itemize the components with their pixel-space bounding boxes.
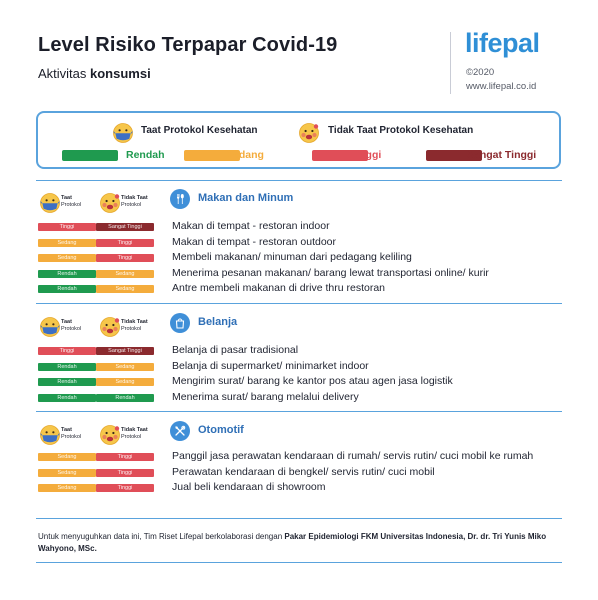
risk-badge-tinggi: Tinggi bbox=[96, 469, 154, 477]
activity-label: Antre membeli makanan di drive thru restoran bbox=[172, 282, 386, 294]
level-label: Tinggi bbox=[350, 149, 382, 161]
masked-face-icon bbox=[39, 424, 61, 446]
masked-face-icon bbox=[39, 192, 61, 214]
face-label-line: Protokol bbox=[121, 201, 142, 208]
risk-badge-tinggi: Tinggi bbox=[96, 239, 154, 247]
face-label-line: Protokol bbox=[61, 201, 82, 208]
activity-label: Membeli makanan/ minuman dari pedagang keliling bbox=[172, 251, 412, 263]
face-label-line: Taat bbox=[61, 319, 72, 325]
risk-badge-sedang: Sedang bbox=[38, 484, 96, 492]
risk-badge-tinggi: Tinggi bbox=[38, 223, 96, 231]
level-label: Sangat Tinggi bbox=[467, 149, 537, 161]
face-label-line: Protokol bbox=[61, 433, 82, 440]
face-label-line: Tidak Taat bbox=[121, 427, 148, 433]
taat-protokol-label bbox=[61, 195, 81, 208]
table-row bbox=[0, 360, 598, 374]
brand-website: www.lifepal.co.id bbox=[466, 81, 537, 92]
footer-bold: Pakar Epidemiologi FKM Universitas Indonesia, Dr. dr. Tri Yunis Miko Wahyono, MSc. bbox=[38, 532, 547, 553]
footer-divider-top bbox=[36, 518, 562, 519]
table-row bbox=[0, 344, 598, 358]
risk-badge-sedang: Sedang bbox=[96, 378, 154, 386]
footer-divider-bottom bbox=[36, 562, 562, 563]
activity-label: Belanja di pasar tradisional bbox=[172, 344, 299, 356]
activity-label: Menerima surat/ barang melalui delivery bbox=[172, 390, 359, 403]
masked-face-icon bbox=[112, 122, 134, 144]
table-row bbox=[0, 375, 598, 389]
face-label-line: Protokol bbox=[121, 433, 142, 440]
taat-protokol-label bbox=[61, 319, 81, 332]
page-subtitle bbox=[38, 66, 151, 81]
activity-label: Jual beli kendaraan di showroom bbox=[172, 481, 326, 493]
risk-badge-rendah: Rendah bbox=[38, 394, 96, 402]
unmasked-face-icon bbox=[99, 316, 121, 338]
activity-label: Makan di tempat - restoran indoor bbox=[172, 220, 330, 232]
table-row bbox=[0, 481, 598, 495]
table-row bbox=[0, 450, 598, 464]
risk-badge-sedang: Sedang bbox=[96, 270, 154, 278]
table-row bbox=[0, 220, 598, 234]
section-title: Belanja bbox=[198, 316, 238, 328]
table-row bbox=[0, 251, 598, 265]
subtitle-bold: konsumsi bbox=[90, 66, 151, 81]
tidak-taat-protokol-label bbox=[121, 195, 148, 208]
level-label: Sedang bbox=[226, 149, 264, 161]
table-row bbox=[0, 391, 598, 405]
risk-badge-sedang: Sedang bbox=[38, 254, 96, 262]
page-title: Level Risiko Terpapar Covid-19 bbox=[38, 34, 338, 56]
section-divider bbox=[36, 303, 562, 304]
shopping-bag-icon bbox=[170, 313, 190, 333]
section-title: Otomotif bbox=[198, 424, 244, 436]
header-divider bbox=[450, 32, 451, 94]
table-row bbox=[0, 466, 598, 480]
unmasked-face-icon bbox=[99, 424, 121, 446]
activity-label: Belanja di supermarket/ minimarket indoor bbox=[172, 359, 369, 372]
section-title: Makan dan Minum bbox=[198, 192, 294, 204]
activity-label: Perawatan kendaraan di bengkel/ servis rutin/ cuci mobil bbox=[172, 465, 435, 478]
subtitle-prefix: Aktivitas bbox=[38, 66, 91, 81]
risk-badge-sedang: Sedang bbox=[38, 239, 96, 247]
level-label: Rendah bbox=[126, 149, 165, 161]
brand-info bbox=[466, 66, 536, 94]
risk-badge-tinggi: Tinggi bbox=[96, 254, 154, 262]
face-label-line: Taat bbox=[61, 427, 72, 433]
face-label-line: Tidak Taat bbox=[121, 319, 148, 325]
tidak-taat-protokol-label bbox=[121, 319, 148, 332]
fork-spoon-icon bbox=[170, 189, 190, 209]
risk-badge-rendah: Rendah bbox=[38, 363, 96, 371]
legend-divider bbox=[36, 180, 562, 181]
brand-logo: lifepal bbox=[465, 28, 540, 58]
risk-badge-sedang: Sedang bbox=[38, 469, 96, 477]
risk-badge-tinggi: Tinggi bbox=[38, 347, 96, 355]
legend-noncompliant-label: Tidak Taat Protokol Kesehatan bbox=[328, 125, 474, 136]
risk-badge-rendah: Rendah bbox=[38, 285, 96, 293]
risk-badge-sedang: Sedang bbox=[38, 453, 96, 461]
unmasked-face-icon bbox=[298, 122, 320, 144]
activity-label: Panggil jasa perawatan kendaraan di rumah/ servis rutin/ cuci mobil ke rumah bbox=[172, 450, 534, 462]
brand-copyright: ©2020 bbox=[466, 67, 495, 78]
table-row bbox=[0, 267, 598, 281]
risk-badge-rendah: Rendah bbox=[38, 378, 96, 386]
taat-protokol-label bbox=[61, 427, 81, 440]
legend-compliant-label: Taat Protokol Kesehatan bbox=[141, 125, 258, 136]
face-label-line: Taat bbox=[61, 195, 72, 201]
tidak-taat-protokol-label bbox=[121, 427, 148, 440]
footer-prefix: Untuk menyuguhkan data ini, Tim Riset Lifepal berkolaborasi dengan bbox=[38, 532, 285, 541]
risk-badge-tinggi: Tinggi bbox=[96, 484, 154, 492]
risk-badge-sedang: Sedang bbox=[96, 285, 154, 293]
face-label-line: Protokol bbox=[121, 325, 142, 332]
section-divider bbox=[36, 411, 562, 412]
activity-label: Mengirim surat/ barang ke kantor pos atau agen jasa logistik bbox=[172, 375, 453, 387]
activity-label: Menerima pesanan makanan/ barang lewat transportasi online/ kurir bbox=[172, 266, 489, 279]
risk-badge-rendah: Rendah bbox=[96, 394, 154, 402]
legend-box bbox=[36, 111, 561, 169]
risk-badge-rendah: Rendah bbox=[38, 270, 96, 278]
tools-icon bbox=[170, 421, 190, 441]
risk-badge-sedang: Sedang bbox=[96, 363, 154, 371]
face-label-line: Protokol bbox=[61, 325, 82, 332]
level-swatch bbox=[62, 150, 118, 161]
footer-note bbox=[38, 531, 563, 555]
table-row bbox=[0, 282, 598, 296]
masked-face-icon bbox=[39, 316, 61, 338]
unmasked-face-icon bbox=[99, 192, 121, 214]
activity-label: Makan di tempat - restoran outdoor bbox=[172, 235, 337, 248]
risk-badge-sangat-tinggi: Sangat Tinggi bbox=[96, 223, 154, 231]
risk-badge-tinggi: Tinggi bbox=[96, 453, 154, 461]
risk-badge-sangat-tinggi: Sangat Tinggi bbox=[96, 347, 154, 355]
face-label-line: Tidak Taat bbox=[121, 195, 148, 201]
table-row bbox=[0, 236, 598, 250]
